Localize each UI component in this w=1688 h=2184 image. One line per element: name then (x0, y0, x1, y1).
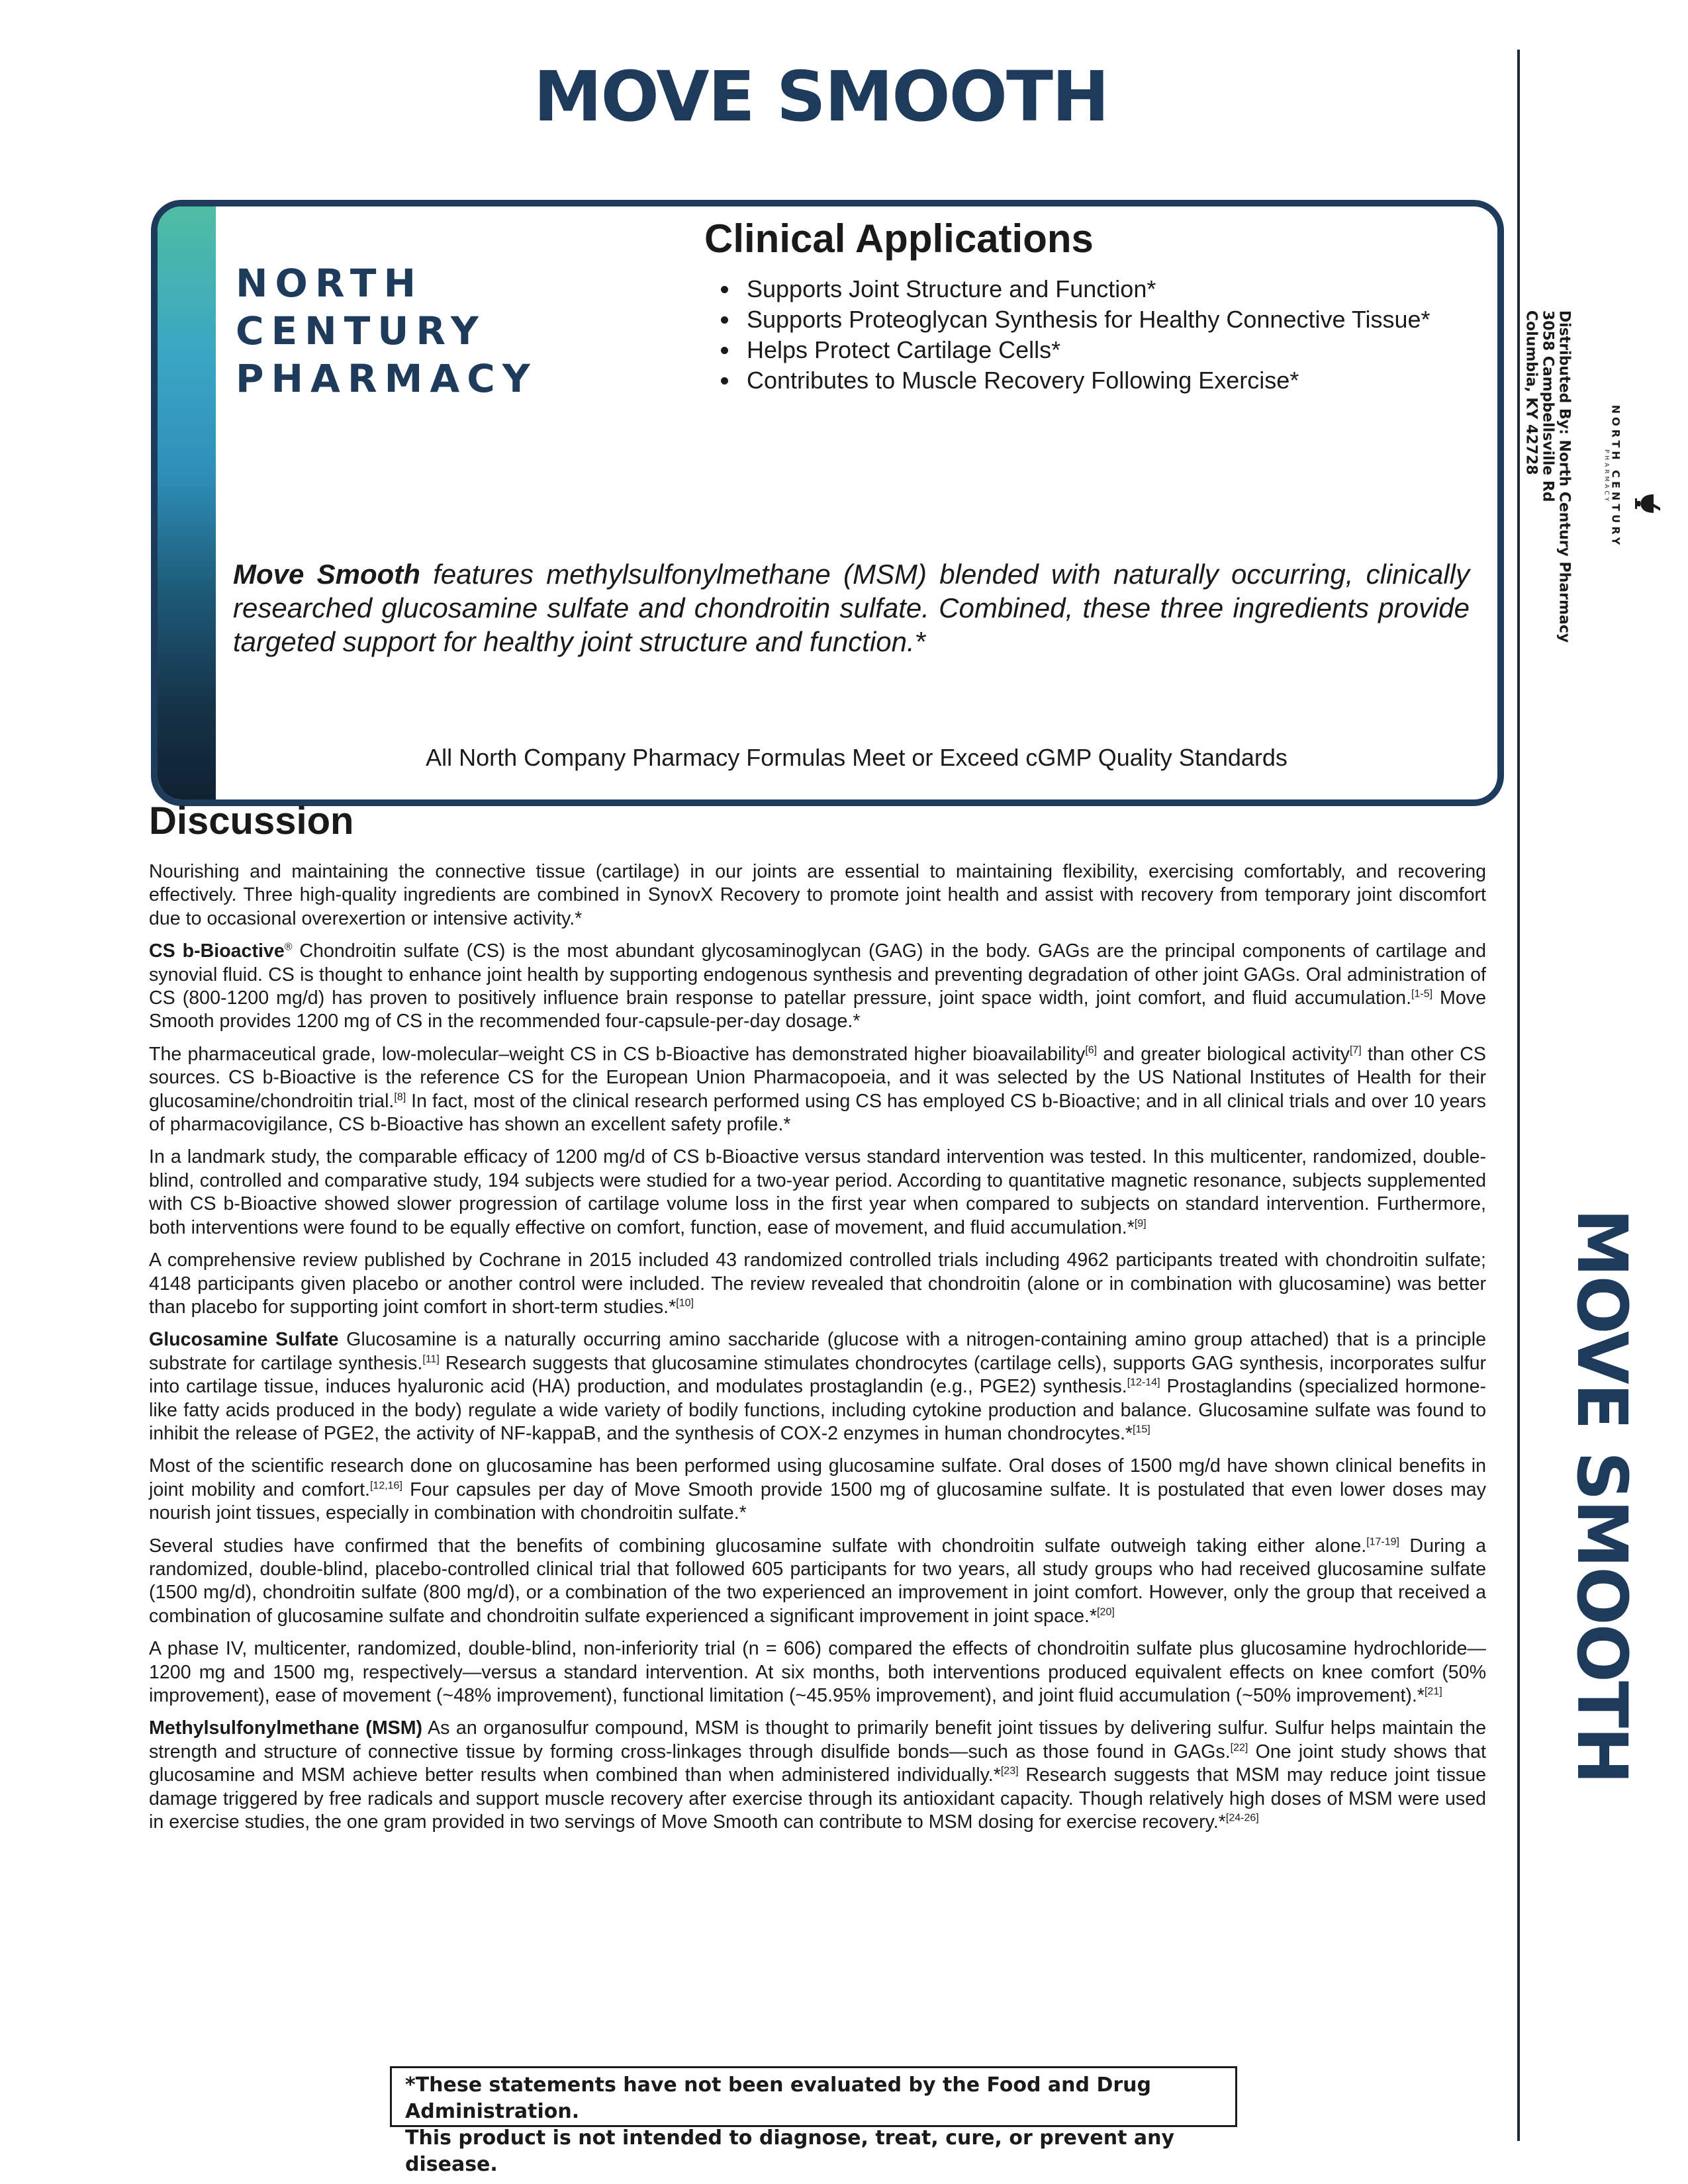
brand-logo (236, 259, 538, 402)
distributor-line-2: 3058 Campbellsville Rd (1539, 310, 1556, 502)
reference: [8] (394, 1091, 406, 1103)
paragraph-text: Chondroitin sulfate (CS) is the most abundant glycosaminoglycan (GAG) in the body. GAGs are the principal components of cartilage and synovial fluid. CS is thought to enhance joint health by supporting endogenous synthesis and preventing degradation of other joint GAGs. Oral administration of CS (800-1200 mg/d) has proven to positively influence brain response to patellar pressure, joint space width, joint comfort, and fluid accumulation. (149, 940, 1486, 1009)
paragraph-text: Four capsules per day of Move Smooth provide 1500 mg of glucosamine sulfate. It is postulated that even lower doses may nourish joint tissues, especially in combination with chondroitin sulfate.* (149, 1479, 1486, 1524)
paragraph (149, 1146, 1486, 1240)
paragraph-text: In fact, most of the clinical research performed using CS has employed CS b-Bioactive; and in all clinical trials and over 10 years of pharmacovigilance, CS b-Bioactive has shown an excellent safety profile.* (149, 1090, 1486, 1136)
distributor-info (1523, 310, 1573, 643)
paragraph (149, 1249, 1486, 1319)
disclaimer-line-2: This product is not intended to diagnose, treat, cure, or prevent any disease. (405, 2126, 1175, 2176)
page-title: MOVE SMOOTH (533, 56, 1109, 137)
paragraph (149, 1637, 1486, 1707)
logo-line-2: CENTURY (236, 308, 486, 353)
distributor-line-1: Distributed By: North Century Pharmacy (1556, 310, 1573, 643)
reference: [15] (1133, 1424, 1150, 1435)
product-name: Move Smooth (233, 559, 420, 590)
reference: [22] (1230, 1742, 1248, 1754)
reference: [12,16] (369, 1480, 402, 1492)
reference: [12-14] (1127, 1377, 1160, 1388)
section-lead: Methylsulfonylmethane (MSM) (149, 1717, 423, 1739)
paragraph-text: A phase IV, multicenter, randomized, double-blind, non-inferiority trial (n = 606) compared the effects of chondroitin sulfate plus glucosamine hydrochloride—1200 mg and 1500 mg, respectively—versus a standard intervention. At six months, both interventions produced equivalent effects on knee comfort (50% improvement), ease of movement (~48% improvement), functional limitation (~45.95% improvement), and joint fluid accumulation (~50% improvement).* (149, 1638, 1486, 1706)
logo-line-1: NORTH (236, 261, 424, 306)
list-item: • Supports Joint Structure and Function* (740, 274, 1430, 304)
decorative-gradient-strip (158, 206, 216, 799)
cgmp-statement: All North Company Pharmacy Formulas Meet or Exceed cGMP Quality Standards (426, 744, 1288, 771)
reference: [11] (422, 1353, 440, 1365)
paragraph-text: Prostaglandins (specialized hormone-like fatty acids produced in the body) regulate a wide variety of bodily functions, including cytokine production and balance. Glucosamine sulfate was found to inhibit the release of PGE2, the activity of NF-kappaB, and the synthesis of COX-2 enzymes in human chondrocytes.* (149, 1376, 1486, 1444)
intro-text: features methylsulfonylmethane (MSM) blended with naturally occurring, clinically researched glucosamine sulfate and chondroitin sulfate. Combined, these three ingredients provide targeted support for healthy joint structure and function.* (233, 559, 1470, 657)
discussion-body (149, 860, 1486, 1843)
paragraph-text: than other CS sources. CS b-Bioactive is the reference CS for the European Union Pharmacopoeia, and it was selected by the US National Institutes of Health for their glucosamine/chondroitin trial. (149, 1043, 1486, 1112)
registered-mark: ® (284, 941, 293, 953)
reference: [23] (1000, 1765, 1019, 1777)
reference: [10] (676, 1297, 694, 1309)
paragraph-text: Glucosamine is a naturally occurring amino saccharide (glucose with a nitrogen-containing amino group attached) that is a principle substrate for cartilage synthesis. (149, 1329, 1487, 1374)
product-intro (233, 557, 1470, 659)
logo-line-3: PHARMACY (236, 356, 538, 401)
discussion-heading: Discussion (149, 799, 354, 842)
paragraph-text: A comprehensive review published by Cochrane in 2015 included 43 randomized controlled trials including 4962 participants treated with chondroitin sulfate; 4148 participants given placebo or another control were included. The review revealed that chondroitin (alone or in combination with glucosamine) was better than placebo for supporting joint comfort in short-term studies.* (149, 1250, 1486, 1318)
product-card (151, 200, 1504, 806)
reference: [20] (1097, 1606, 1115, 1618)
disclaimer-line-1: *These statements have not been evaluated by the Food and Drug Administration. (405, 2073, 1151, 2123)
reference: [17-19] (1366, 1536, 1399, 1548)
distributor-line-3: Columbia, KY 42728 (1523, 310, 1540, 475)
paragraph-text: Nourishing and maintaining the connective tissue (cartilage) in our joints are essential to maintaining flexibility, exercising comfortably, and recovering effectively. Three high-quality ingredients are combined in SynovX Recovery to promote joint health and assist with recovery from temporary joint discomfort due to occasional overexertion or intensive activity.* (149, 861, 1486, 929)
paragraph-text: In a landmark study, the comparable efficacy of 1200 mg/d of CS b-Bioactive versus standard intervention was tested. In this multicenter, randomized, double-blind, controlled and comparative study, 194 subjects were studied for a two-year period. According to quantitative magnetic resonance, subjects supplemented with CS b-Bioactive showed slower progression of cartilage volume loss in the first year when compared to subjects on standard intervention. Furthermore, both interventions were found to be equally effective on comfort, function, ease of movement, and fluid accumulation.* (149, 1146, 1486, 1238)
side-title: MOVE SMOOTH (1562, 1208, 1642, 1784)
mortar-pestle-icon (1635, 488, 1660, 519)
paragraph (149, 1328, 1486, 1445)
paragraph-text: During a randomized, double-blind, placebo-controlled clinical trial that followed 605 participants for two years, all study groups who had received glucosamine sulfate (1500 mg/d), chondroitin sulfate (800 mg/d), or a combination of the two experienced an improvement in joint comfort. However, only the group that received a combination of glucosamine sulfate and chondroitin sulfate experienced a significant improvement in joint space.* (149, 1535, 1486, 1627)
paragraph-text: Research suggests that MSM may reduce joint tissue damage triggered by free radicals and support muscle recovery after exercise through its antioxidant capacity. Though relatively high doses of MSM were used in exercise studies, the one gram provided in two servings of Move Smooth can contribute to MSM dosing for exercise recovery.* (149, 1764, 1486, 1833)
reference: [1-5] (1411, 988, 1433, 1000)
reference: [7] (1349, 1044, 1362, 1056)
side-logo (1603, 405, 1622, 548)
paragraph-text: One joint study shows that glucosamine and MSM achieve better results when combined than when administered individually.* (149, 1741, 1486, 1786)
list-item: • Supports Proteoglycan Synthesis for Healthy Connective Tissue* (740, 304, 1430, 335)
paragraph-text: and greater biological activity (1097, 1043, 1350, 1065)
clinical-applications-list (714, 274, 1430, 396)
list-item: • Helps Protect Cartilage Cells* (740, 335, 1430, 365)
fda-disclaimer (390, 2066, 1237, 2176)
paragraph-text: Move Smooth provides 1200 mg of CS in the recommended four-capsule-per-day dosage.* (149, 987, 1486, 1032)
paragraph-text: Research suggests that glucosamine stimulates chondrocytes (cartilage cells), supports GAG synthesis, incorporates sulfur into cartilage tissue, induces hyaluronic acid (HA) production, and modulates prostaglandin (e.g., PGE2) synthesis. (149, 1352, 1486, 1398)
vertical-divider (1517, 50, 1520, 2141)
section-lead: Glucosamine Sulfate (149, 1329, 339, 1351)
paragraph (149, 1717, 1486, 1834)
side-logo-sub: PHARMACY (1603, 449, 1610, 504)
paragraph (149, 1455, 1486, 1525)
list-item: • Contributes to Muscle Recovery Following Exercise* (740, 365, 1430, 396)
paragraph (149, 1535, 1486, 1629)
section-lead: CS b-Bioactive (149, 940, 285, 962)
paragraph (149, 1043, 1486, 1137)
clinical-applications-heading: Clinical Applications (704, 216, 1094, 261)
paragraph-text: As an organosulfur compound, MSM is thought to primarily benefit joint tissues by delivering sulfur. Sulfur helps maintain the strength and structure of connective tissue by forming cross-linkages through disulfide bonds—such as those found in GAGs. (149, 1717, 1486, 1762)
reference: [6] (1085, 1044, 1098, 1056)
paragraph-text: Most of the scientific research done on glucosamine has been performed using glucosamine sulfate. Oral doses of 1500 mg/d have shown clinical benefits in joint mobility and comfort. (149, 1455, 1486, 1500)
paragraph-text: Several studies have confirmed that the benefits of combining glucosamine sulfate with chondroitin sulfate outweigh taking either alone. (149, 1535, 1367, 1557)
reference: [24-26] (1225, 1812, 1259, 1824)
reference: [9] (1134, 1218, 1147, 1230)
reference: [21] (1424, 1686, 1442, 1698)
paragraph-text: The pharmaceutical grade, low-molecular–weight CS in CS b-Bioactive has demonstrated higher bioavailability (149, 1043, 1086, 1065)
paragraph (149, 860, 1486, 931)
side-logo-name: NORTH CENTURY (1609, 404, 1622, 549)
paragraph (149, 940, 1486, 1034)
